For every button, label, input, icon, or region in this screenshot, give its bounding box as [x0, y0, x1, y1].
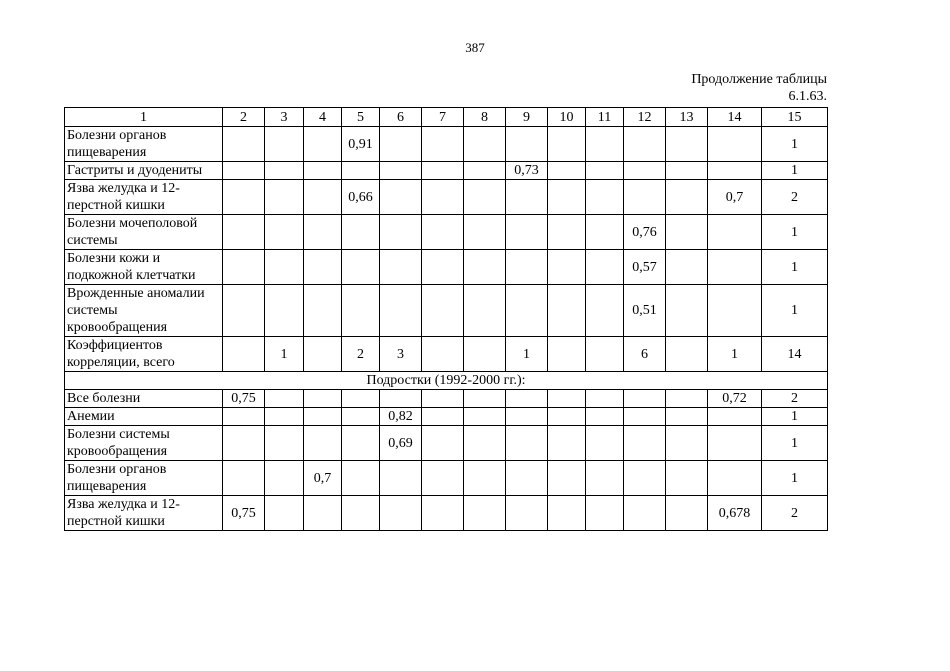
- value-cell: 2: [762, 180, 828, 215]
- value-cell: [708, 461, 762, 496]
- value-cell: [708, 215, 762, 250]
- value-cell: [223, 180, 265, 215]
- value-cell: [506, 215, 548, 250]
- value-cell: [422, 461, 464, 496]
- value-cell: [624, 426, 666, 461]
- row-label-cell: Анемии: [65, 408, 223, 426]
- value-cell: [380, 180, 422, 215]
- value-cell: [223, 426, 265, 461]
- value-cell: [666, 250, 708, 285]
- value-cell: 1: [762, 250, 828, 285]
- value-cell: 0,7: [304, 461, 342, 496]
- value-cell: [342, 426, 380, 461]
- value-cell: [506, 285, 548, 337]
- value-cell: [304, 127, 342, 162]
- value-cell: 0,73: [506, 162, 548, 180]
- value-cell: 1: [762, 215, 828, 250]
- value-cell: [464, 408, 506, 426]
- value-cell: [265, 250, 304, 285]
- value-cell: 0,75: [223, 390, 265, 408]
- value-cell: [548, 426, 586, 461]
- value-cell: 0,76: [624, 215, 666, 250]
- value-cell: 0,678: [708, 496, 762, 531]
- value-cell: [342, 408, 380, 426]
- value-cell: [380, 250, 422, 285]
- value-cell: 0,72: [708, 390, 762, 408]
- value-cell: [548, 127, 586, 162]
- value-cell: [304, 162, 342, 180]
- value-cell: [265, 496, 304, 531]
- value-cell: [223, 215, 265, 250]
- row-label-cell: Все болезни: [65, 390, 223, 408]
- value-cell: [304, 408, 342, 426]
- table-row: [65, 390, 828, 408]
- value-cell: [624, 461, 666, 496]
- value-cell: 0,82: [380, 408, 422, 426]
- value-cell: [586, 162, 624, 180]
- row-label-cell: Болезни органов пищеварения: [65, 461, 223, 496]
- header-cell: 2: [223, 108, 265, 127]
- value-cell: [223, 337, 265, 372]
- value-cell: [464, 127, 506, 162]
- value-cell: [342, 496, 380, 531]
- correlation-table: [64, 107, 828, 531]
- row-label-cell: Коэффициентов корреляции, всего: [65, 337, 223, 372]
- row-label-cell: Язва желудка и 12-перстной кишки: [65, 496, 223, 531]
- value-cell: [666, 215, 708, 250]
- value-cell: [506, 461, 548, 496]
- value-cell: [666, 426, 708, 461]
- value-cell: 2: [762, 496, 828, 531]
- value-cell: [223, 408, 265, 426]
- value-cell: 1: [762, 408, 828, 426]
- table-continuation-caption: [691, 71, 827, 105]
- value-cell: [304, 426, 342, 461]
- value-cell: [666, 180, 708, 215]
- value-cell: [464, 250, 506, 285]
- value-cell: [422, 390, 464, 408]
- table-row: [65, 180, 828, 215]
- table-row: [65, 408, 828, 426]
- value-cell: [422, 285, 464, 337]
- value-cell: [422, 215, 464, 250]
- value-cell: [548, 285, 586, 337]
- header-cell: 14: [708, 108, 762, 127]
- value-cell: 6: [624, 337, 666, 372]
- header-cell: 1: [65, 108, 223, 127]
- value-cell: 2: [342, 337, 380, 372]
- value-cell: [666, 127, 708, 162]
- value-cell: 1: [265, 337, 304, 372]
- value-cell: [304, 215, 342, 250]
- value-cell: [265, 127, 304, 162]
- value-cell: [708, 250, 762, 285]
- continuation-line-2: 6.1.63.: [788, 89, 827, 104]
- value-cell: [422, 408, 464, 426]
- header-cell: 11: [586, 108, 624, 127]
- value-cell: [586, 461, 624, 496]
- value-cell: [624, 408, 666, 426]
- value-cell: [548, 215, 586, 250]
- value-cell: [586, 285, 624, 337]
- value-cell: [506, 250, 548, 285]
- value-cell: [708, 162, 762, 180]
- value-cell: [304, 337, 342, 372]
- value-cell: [265, 180, 304, 215]
- value-cell: 1: [762, 162, 828, 180]
- row-label-cell: Гастриты и дуодениты: [65, 162, 223, 180]
- value-cell: [586, 215, 624, 250]
- table-row: [65, 162, 828, 180]
- value-cell: 0,51: [624, 285, 666, 337]
- value-cell: [624, 390, 666, 408]
- value-cell: 1: [762, 127, 828, 162]
- table-row: [65, 426, 828, 461]
- value-cell: [464, 496, 506, 531]
- header-cell: 12: [624, 108, 666, 127]
- value-cell: [265, 162, 304, 180]
- header-cell: 13: [666, 108, 708, 127]
- value-cell: [506, 426, 548, 461]
- value-cell: [666, 337, 708, 372]
- value-cell: [422, 162, 464, 180]
- value-cell: [548, 408, 586, 426]
- value-cell: [380, 496, 422, 531]
- value-cell: [304, 250, 342, 285]
- row-label-cell: Болезни мочеполовой системы: [65, 215, 223, 250]
- value-cell: [464, 390, 506, 408]
- value-cell: [304, 180, 342, 215]
- value-cell: [464, 285, 506, 337]
- row-label-cell: Болезни органов пищеварения: [65, 127, 223, 162]
- header-cell: 3: [265, 108, 304, 127]
- table-row: [65, 496, 828, 531]
- value-cell: 1: [762, 461, 828, 496]
- header-cell: 8: [464, 108, 506, 127]
- header-cell: 5: [342, 108, 380, 127]
- value-cell: [586, 250, 624, 285]
- header-cell: 9: [506, 108, 548, 127]
- value-cell: [624, 162, 666, 180]
- value-cell: [666, 496, 708, 531]
- value-cell: [380, 162, 422, 180]
- value-cell: [342, 461, 380, 496]
- value-cell: 1: [762, 285, 828, 337]
- table-row: [65, 127, 828, 162]
- value-cell: [548, 461, 586, 496]
- value-cell: [265, 426, 304, 461]
- value-cell: [265, 285, 304, 337]
- value-cell: [464, 215, 506, 250]
- row-label-cell: Болезни кожи и подкожной клетчатки: [65, 250, 223, 285]
- value-cell: [624, 180, 666, 215]
- value-cell: [422, 496, 464, 531]
- value-cell: [380, 461, 422, 496]
- continuation-line-1: Продолжение таблицы: [691, 72, 827, 87]
- value-cell: [666, 408, 708, 426]
- value-cell: [304, 496, 342, 531]
- table-row: [65, 461, 828, 496]
- row-label-cell: Язва желудка и 12-перстной кишки: [65, 180, 223, 215]
- value-cell: [624, 127, 666, 162]
- value-cell: [342, 390, 380, 408]
- value-cell: [223, 461, 265, 496]
- value-cell: 0,7: [708, 180, 762, 215]
- value-cell: 1: [506, 337, 548, 372]
- value-cell: [380, 215, 422, 250]
- table-row: [65, 285, 828, 337]
- value-cell: 3: [380, 337, 422, 372]
- value-cell: [380, 285, 422, 337]
- value-cell: [506, 496, 548, 531]
- value-cell: [548, 250, 586, 285]
- value-cell: [304, 285, 342, 337]
- value-cell: [342, 162, 380, 180]
- value-cell: [666, 285, 708, 337]
- value-cell: [380, 390, 422, 408]
- value-cell: [265, 390, 304, 408]
- value-cell: [464, 337, 506, 372]
- value-cell: 0,57: [624, 250, 666, 285]
- page-number: 387: [465, 40, 485, 55]
- table-row: [65, 337, 828, 372]
- header-cell: 7: [422, 108, 464, 127]
- value-cell: [586, 390, 624, 408]
- value-cell: [708, 285, 762, 337]
- value-cell: [586, 496, 624, 531]
- value-cell: [265, 461, 304, 496]
- value-cell: [666, 162, 708, 180]
- value-cell: [422, 127, 464, 162]
- value-cell: [342, 215, 380, 250]
- header-cell: 15: [762, 108, 828, 127]
- value-cell: [586, 426, 624, 461]
- value-cell: [506, 408, 548, 426]
- header-cell: 10: [548, 108, 586, 127]
- value-cell: [265, 215, 304, 250]
- value-cell: 0,91: [342, 127, 380, 162]
- value-cell: [506, 390, 548, 408]
- value-cell: 0,75: [223, 496, 265, 531]
- value-cell: [223, 250, 265, 285]
- value-cell: [586, 180, 624, 215]
- value-cell: [708, 426, 762, 461]
- value-cell: [624, 496, 666, 531]
- value-cell: [223, 285, 265, 337]
- value-cell: 14: [762, 337, 828, 372]
- value-cell: [548, 390, 586, 408]
- value-cell: [548, 162, 586, 180]
- value-cell: [708, 408, 762, 426]
- value-cell: 0,69: [380, 426, 422, 461]
- table-row: [65, 215, 828, 250]
- value-cell: [304, 390, 342, 408]
- value-cell: [342, 250, 380, 285]
- value-cell: [464, 461, 506, 496]
- value-cell: [506, 127, 548, 162]
- value-cell: 2: [762, 390, 828, 408]
- value-cell: [548, 496, 586, 531]
- value-cell: [586, 337, 624, 372]
- value-cell: [422, 337, 464, 372]
- value-cell: [380, 127, 422, 162]
- value-cell: [464, 180, 506, 215]
- value-cell: [586, 408, 624, 426]
- value-cell: [265, 408, 304, 426]
- header-cell: 4: [304, 108, 342, 127]
- value-cell: [422, 180, 464, 215]
- value-cell: [666, 390, 708, 408]
- header-cell: 6: [380, 108, 422, 127]
- value-cell: [464, 426, 506, 461]
- value-cell: 1: [708, 337, 762, 372]
- value-cell: 0,66: [342, 180, 380, 215]
- value-cell: [422, 250, 464, 285]
- value-cell: [548, 180, 586, 215]
- value-cell: [342, 285, 380, 337]
- value-cell: [464, 162, 506, 180]
- value-cell: [708, 127, 762, 162]
- table-body: [65, 127, 828, 531]
- value-cell: 1: [762, 426, 828, 461]
- row-label-cell: Болезни системы кровообращения: [65, 426, 223, 461]
- section-title: Подростки (1992-2000 гг.):: [65, 372, 828, 390]
- row-label-cell: Врожденные аномалии системы кровообращения: [65, 285, 223, 337]
- value-cell: [223, 162, 265, 180]
- value-cell: [506, 180, 548, 215]
- table-row: [65, 250, 828, 285]
- section-row: [65, 372, 828, 390]
- value-cell: [666, 461, 708, 496]
- value-cell: [586, 127, 624, 162]
- table-header-row: [65, 108, 828, 127]
- value-cell: [223, 127, 265, 162]
- value-cell: [422, 426, 464, 461]
- value-cell: [548, 337, 586, 372]
